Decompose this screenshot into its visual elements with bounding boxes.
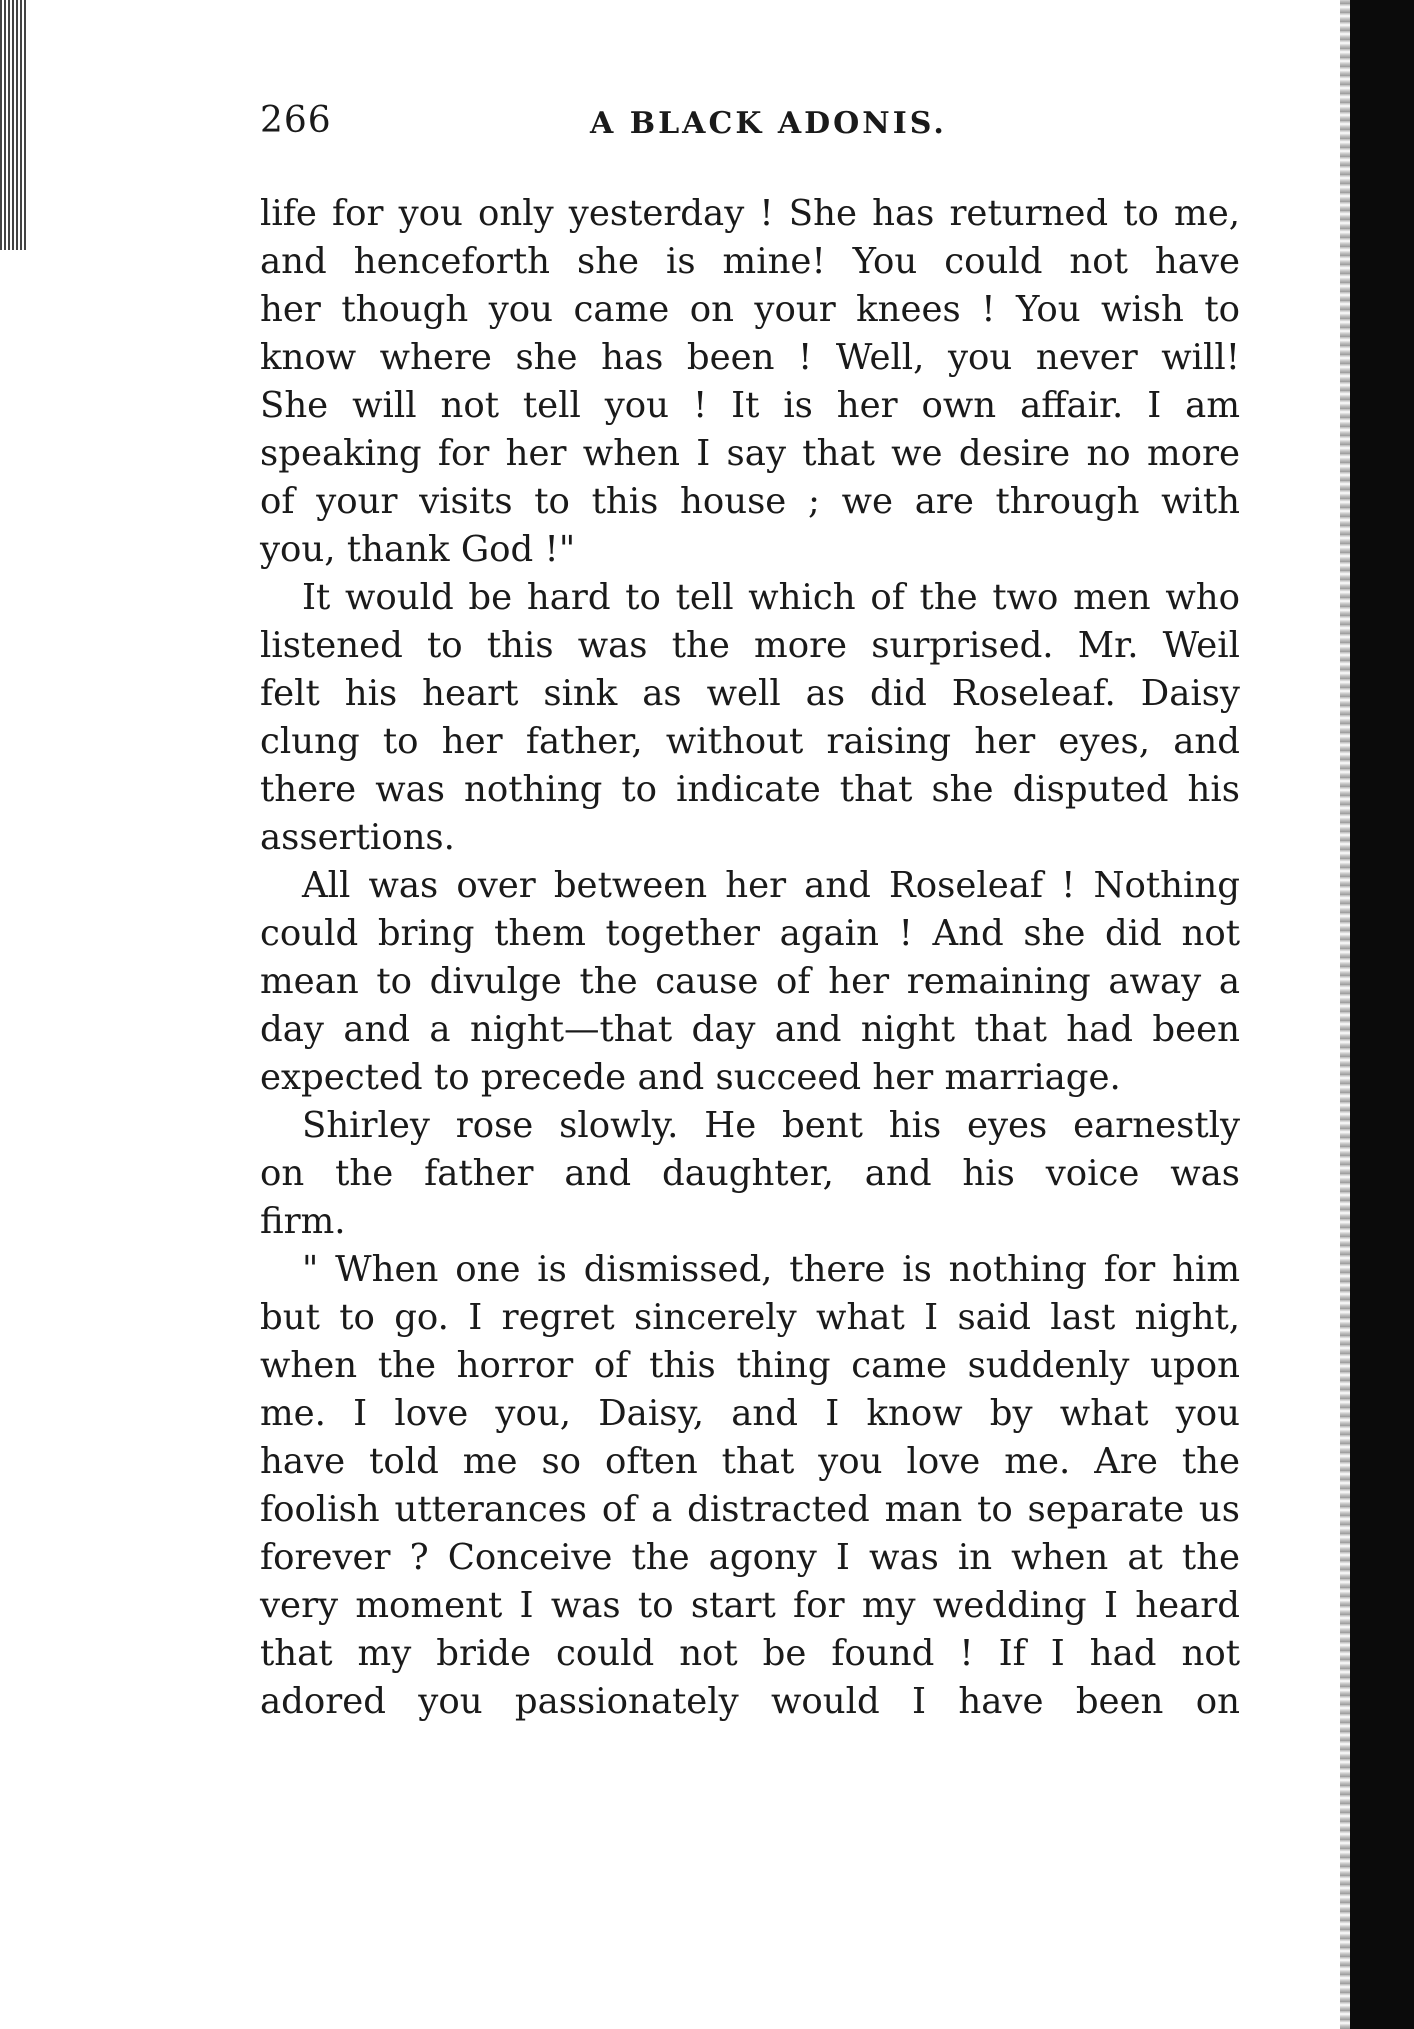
- page-header: [260, 100, 1240, 160]
- text-line: firm.: [260, 1201, 346, 1242]
- text-line: life for you only yesterday ! She has returned to me,: [260, 193, 1240, 234]
- binding-edge: [0, 0, 26, 250]
- text-line: have told me so often that you love me. Are the: [260, 1441, 1240, 1482]
- text-line: " When one is dismissed, there is nothing for him: [302, 1249, 1240, 1290]
- running-head: A BLACK ADONIS.: [590, 106, 947, 141]
- text-line: when the horror of this thing came suddenly upon: [260, 1345, 1240, 1386]
- text-line: day and a night—that day and night that had been: [260, 1009, 1240, 1050]
- text-line: forever ? Conceive the agony I was in when at the: [260, 1537, 1240, 1578]
- text-line: of your visits to this house ; we are through with: [260, 481, 1240, 522]
- body-text: [260, 190, 1240, 1726]
- page-number: 266: [260, 100, 332, 141]
- page-edge-shadow: [1340, 0, 1350, 2029]
- book-page: [260, 100, 1240, 1726]
- text-line: there was nothing to indicate that she disputed his: [260, 769, 1240, 810]
- text-line: mean to divulge the cause of her remaining away a: [260, 961, 1240, 1002]
- text-line: on the father and daughter, and his voice was: [260, 1153, 1240, 1194]
- text-line: foolish utterances of a distracted man to separate us: [260, 1489, 1240, 1530]
- text-line: adored you passionately would I have been on: [260, 1681, 1240, 1722]
- text-line: that my bride could not be found ! If I had not: [260, 1633, 1240, 1674]
- text-line: All was over between her and Roseleaf ! Nothing: [302, 865, 1240, 906]
- text-line: Shirley rose slowly. He bent his eyes earnestly: [302, 1105, 1240, 1146]
- text-line: speaking for her when I say that we desire no more: [260, 433, 1240, 474]
- text-line: It would be hard to tell which of the two men who: [302, 577, 1240, 618]
- text-line: very moment I was to start for my wedding I heard: [260, 1585, 1240, 1626]
- text-line: expected to precede and succeed her marriage.: [260, 1057, 1121, 1098]
- text-line: She will not tell you ! It is her own affair. I am: [260, 385, 1240, 426]
- text-line: could bring them together again ! And she did not: [260, 913, 1240, 954]
- page-edge-dark: [1350, 0, 1414, 2029]
- text-line: and henceforth she is mine! You could not have: [260, 241, 1240, 282]
- text-line: clung to her father, without raising her eyes, and: [260, 721, 1240, 762]
- text-line: assertions.: [260, 817, 455, 858]
- text-line: listened to this was the more surprised. Mr. Weil: [260, 625, 1240, 666]
- text-line: but to go. I regret sincerely what I said last night,: [260, 1297, 1240, 1338]
- text-line: you, thank God !": [260, 529, 576, 570]
- text-line: me. I love you, Daisy, and I know by what you: [260, 1393, 1240, 1434]
- text-line: her though you came on your knees ! You wish to: [260, 289, 1240, 330]
- text-line: felt his heart sink as well as did Roseleaf. Daisy: [260, 673, 1240, 714]
- text-line: know where she has been ! Well, you never will!: [260, 337, 1240, 378]
